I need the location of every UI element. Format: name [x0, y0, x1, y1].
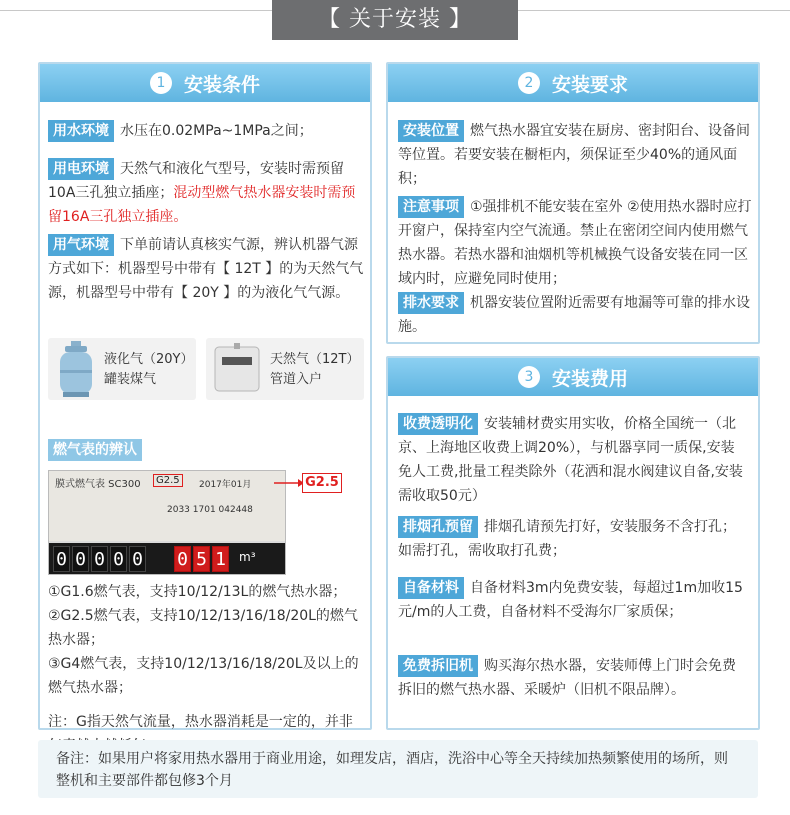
gas-cylinder-icon [56, 340, 96, 398]
meter-digit: 5 [193, 546, 210, 572]
meter-digit: 0 [110, 546, 127, 572]
panel-title: 安装要求 [551, 73, 628, 96]
meter-digit: 0 [53, 546, 70, 572]
panel-header [388, 358, 758, 396]
materials-text: 自备材料3m内免费安装，每超过1m加收15元/m的人工费，自备材料不受海尔厂家质保； [398, 580, 743, 620]
meter-digit: 1 [212, 546, 229, 572]
panel-title: 安装费用 [551, 367, 628, 390]
meter-digit: 0 [72, 546, 89, 572]
meter-notes [48, 580, 366, 758]
gas-tag: 用气环境 [48, 234, 114, 256]
meter-tag: 燃气表的辨认 [48, 439, 142, 461]
notice-text: ①强排机不能安装在室外 ②使用热水器时应打开窗户，保持室内空气流通。禁止在密闭空间内使用燃气热水器。若热水器和油烟机等机械换气设备安装在同一区域内时，应避免同时使用； [398, 199, 752, 287]
gas-text: 下单前请认真核实气源，辨认机器气源方式如下：机器型号中带有【 12T 】的为天然气气源，机器型号中带有【 20Y 】的为液化气气源。 [48, 237, 364, 301]
lpg-subtitle: 罐装煤气 [104, 372, 157, 387]
meter-date: 2017年01月 [199, 480, 252, 490]
meter-remark: 注：G指天然气流量，热水器消耗是一定的，并非 [48, 714, 353, 730]
fee-section [398, 412, 746, 508]
notice-tag: 注意事项 [398, 196, 464, 218]
meter-digit: 0 [91, 546, 108, 572]
flue-text: 排烟孔请预先打好，安装服务不含打孔；如需打孔，需收取打孔费； [398, 519, 736, 559]
meter-note: ②G2.5燃气表，支持10/12/13/16/18/20L的燃气热水器； [48, 608, 358, 648]
materials-section [398, 576, 746, 624]
drain-text: 机器安装位置附近需要有地漏等可靠的排水设施。 [398, 295, 750, 335]
removal-section [398, 654, 746, 702]
footer-note: 备注：如果用户将家用热水器用于商业用途，如理发店，酒店，洗浴中心等全天持续加热频繁使用的场所，则整机和主要部件都包修3个月 [38, 740, 758, 798]
meter-unit: m³ [239, 550, 256, 564]
gas-meter-icon [212, 343, 262, 395]
position-text: 燃气热水器宜安装在厨房、密封阳台、设备间等位置。若要安装在橱柜内，须保证至少40%的通风面积； [398, 123, 750, 187]
meter-serial: 2033 1701 042448 [167, 505, 253, 515]
position-section [398, 119, 756, 191]
natural-gas-card [206, 338, 364, 400]
power-warning-text: 混动型燃气热水器安装时需预留16A三孔独立插座。 [48, 185, 356, 225]
position-tag: 安装位置 [398, 120, 464, 142]
meter-note: ③G4燃气表，支持10/12/13/16/18/20L及以上的燃气热水器； [48, 656, 359, 696]
step-number: 3 [518, 366, 540, 388]
natural-gas-title: 天然气（12T） [270, 352, 360, 367]
notice-section [398, 195, 756, 291]
drain-tag: 排水要求 [398, 292, 464, 314]
fee-tag: 收费透明化 [398, 413, 478, 435]
panel-header [388, 64, 758, 102]
drain-section [398, 291, 756, 339]
water-tag: 用水环境 [48, 120, 114, 142]
g25-callout: G2.5 [302, 473, 342, 493]
meter-digit: 0 [174, 546, 191, 572]
removal-tag: 免费拆旧机 [398, 655, 478, 677]
gas-meter-photo [48, 470, 286, 575]
lpg-card [48, 338, 196, 400]
meter-section-title [48, 438, 148, 462]
materials-tag: 自备材料 [398, 577, 464, 599]
meter-note: ①G1.6燃气表，支持10/12/13L的燃气热水器； [48, 584, 347, 600]
water-text: 水压在0.02MPa~1MPa之间； [120, 123, 313, 139]
natural-gas-subtitle: 管道入户 [270, 372, 323, 387]
panel-title: 安装条件 [183, 73, 260, 96]
section-title: 【 关于安装 】 [272, 0, 518, 40]
removal-text: 购买海尔热水器，安装师傅上门时会免费拆旧的燃气热水器、采暖炉（旧机不限品牌）。 [398, 658, 736, 698]
meter-counter [49, 543, 285, 575]
flue-tag: 排烟孔预留 [398, 516, 478, 538]
meter-digit: 0 [129, 546, 146, 572]
meter-faceplate [49, 471, 285, 541]
power-tag: 用电环境 [48, 158, 114, 180]
power-section [48, 157, 368, 229]
fee-text: 安装辅材费实用实收，价格全国统一（北京、上海地区收费上调20%），与机器享同一质保,安装免人工费,批量工程类除外（花洒和混水阀建议自备,安装需收取50元） [398, 416, 743, 504]
step-number: 2 [518, 72, 540, 94]
meter-model-box: G2.5 [153, 474, 183, 487]
water-section [48, 119, 368, 143]
gas-section [48, 233, 368, 305]
callout-arrow-icon [274, 478, 304, 488]
panel-header [40, 64, 370, 102]
flue-section [398, 515, 746, 563]
step-number: 1 [150, 72, 172, 94]
lpg-title: 液化气（20Y） [104, 352, 194, 367]
power-text: 天然气和液化气型号，安装时需预留10A三孔独立插座； [48, 161, 344, 201]
meter-model-label: 膜式燃气表 SC300 [55, 479, 141, 490]
